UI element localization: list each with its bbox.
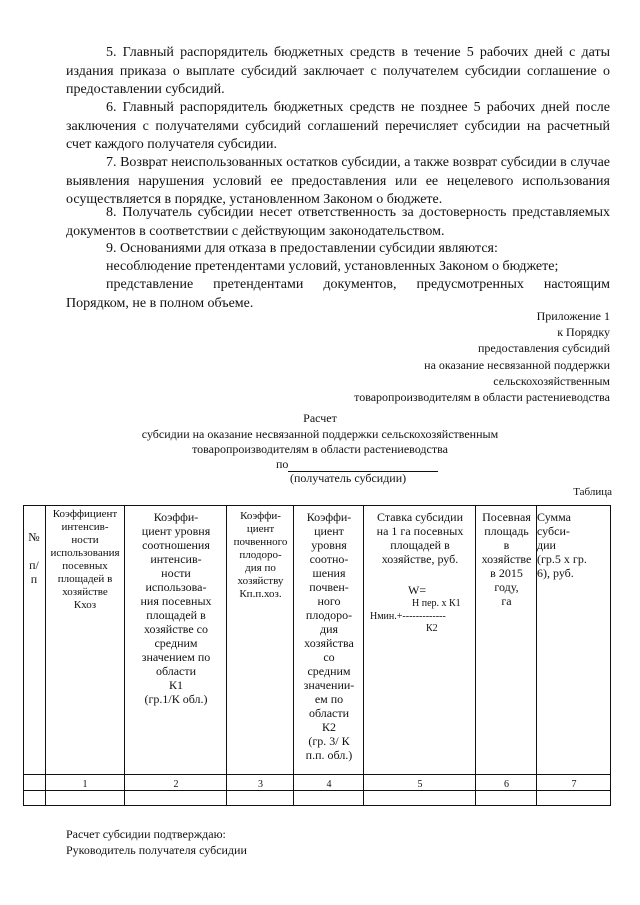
calc-title: Расчет <box>303 411 337 425</box>
formula-w: W= <box>408 583 427 597</box>
paragraph-5: 5. Главный распорядитель бюджетных средств в течение 5 рабочих дней с даты издания приказа о выплате субсидий заключает с получателем субсидии соглашение о предоставлении субсидий. <box>66 45 610 97</box>
col-number: 1 <box>82 779 88 790</box>
appendix-line: на оказание несвязанной поддержки <box>424 357 610 372</box>
appendix-line: к Порядку <box>557 325 610 340</box>
appendix-line: сельскохозяйственным <box>493 373 610 388</box>
col-number: 3 <box>258 779 263 790</box>
formula-denominator: К2 <box>426 623 438 634</box>
table-label: Таблица <box>573 486 612 498</box>
formula-numerator: Н пер. х К1 <box>412 598 461 609</box>
col-header-k1: Коэффи- циент уровня соотношения интенсив- ности использова- ния посевных площадей в хозяйстве со средним значением по области К1 (гр.1/К обл.) <box>140 510 212 706</box>
col-header-k-intensity: Коэффициент интенсив- ности использования посевных площадей в хозяйстве Кхоз <box>50 508 120 611</box>
appendix-line: предоставления субсидий <box>477 341 610 356</box>
paragraph-8: 8. Получатель субсидии несет ответственность за достоверность представляемых документов в соответствии с действующим законодательством. <box>66 205 610 239</box>
footer-confirm: Расчет субсидии подтверждаю: <box>66 827 226 841</box>
calc-subtitle-2: товаропроизводителям в области растениеводства <box>192 442 448 456</box>
appendix-line: товаропроизводителям в области растениеводства <box>354 390 610 405</box>
formula-min: Нмин.+ <box>370 611 403 622</box>
col-number: 4 <box>326 779 332 790</box>
col-header-soil-fertility: Коэффи- циент почвенного плодоро- дия по хозяйству Кп.п.хоз. <box>233 510 288 600</box>
formula-divider: ------------- <box>402 611 446 622</box>
appendix-line: Приложение 1 <box>536 309 610 323</box>
col-number: 7 <box>571 779 577 790</box>
recipient-caption: (получатель субсидии) <box>290 471 407 485</box>
paragraph-9-item-2: представление претендентами документов, предусмотренных настоящим Порядком, не в полном объеме. <box>66 277 610 311</box>
appendix-header <box>280 308 610 405</box>
footer-signatory: Руководитель получателя субсидии <box>66 843 247 857</box>
calc-subtitle: субсидии на оказание несвязанной поддержки сельскохозяйственным <box>141 427 499 441</box>
col-header-number: № п/ п <box>28 530 40 586</box>
paragraph-9-item-1: несоблюдение претендентами условий, установленных Законом о бюджете; <box>106 259 559 274</box>
col-number: 6 <box>504 779 509 790</box>
paragraph-7: 7. Возврат неиспользованных остатков субсидии, а также возврат субсидии в случае выявления нарушения условий ее предоставления или ее нецелевого использования осуществляется в порядке, установленном Законом о бюджете. <box>66 155 610 207</box>
col-header-rate: Ставка субсидии на 1 га посевных площадей в хозяйстве, руб. <box>376 510 464 566</box>
col-header-sum: Сумма субси- дии (гр.5 х гр. 6), руб. <box>537 510 587 580</box>
col-number: 5 <box>417 779 423 790</box>
paragraph-9: 9. Основаниями для отказа в предоставлении субсидии являются: <box>106 241 498 256</box>
col-number: 2 <box>173 779 179 790</box>
formula-left <box>370 611 446 622</box>
po-label: по <box>276 457 289 471</box>
paragraph-6: 6. Главный распорядитель бюджетных средств не позднее 5 рабочих дней после заключения с получателями субсидий соглашений перечисляет субсидии на расчетный счет каждого получателя субсидии. <box>66 100 610 152</box>
col-header-k2: Коэффи- циент уровня соотно- шения почвен- ного плодоро- дия хозяйства со средним значении- ем по области К2 (гр. 3/ К п.п. обл.) <box>303 510 355 762</box>
col-header-area: Посевная площадь в хозяйстве в 2015 году, га <box>481 510 532 608</box>
